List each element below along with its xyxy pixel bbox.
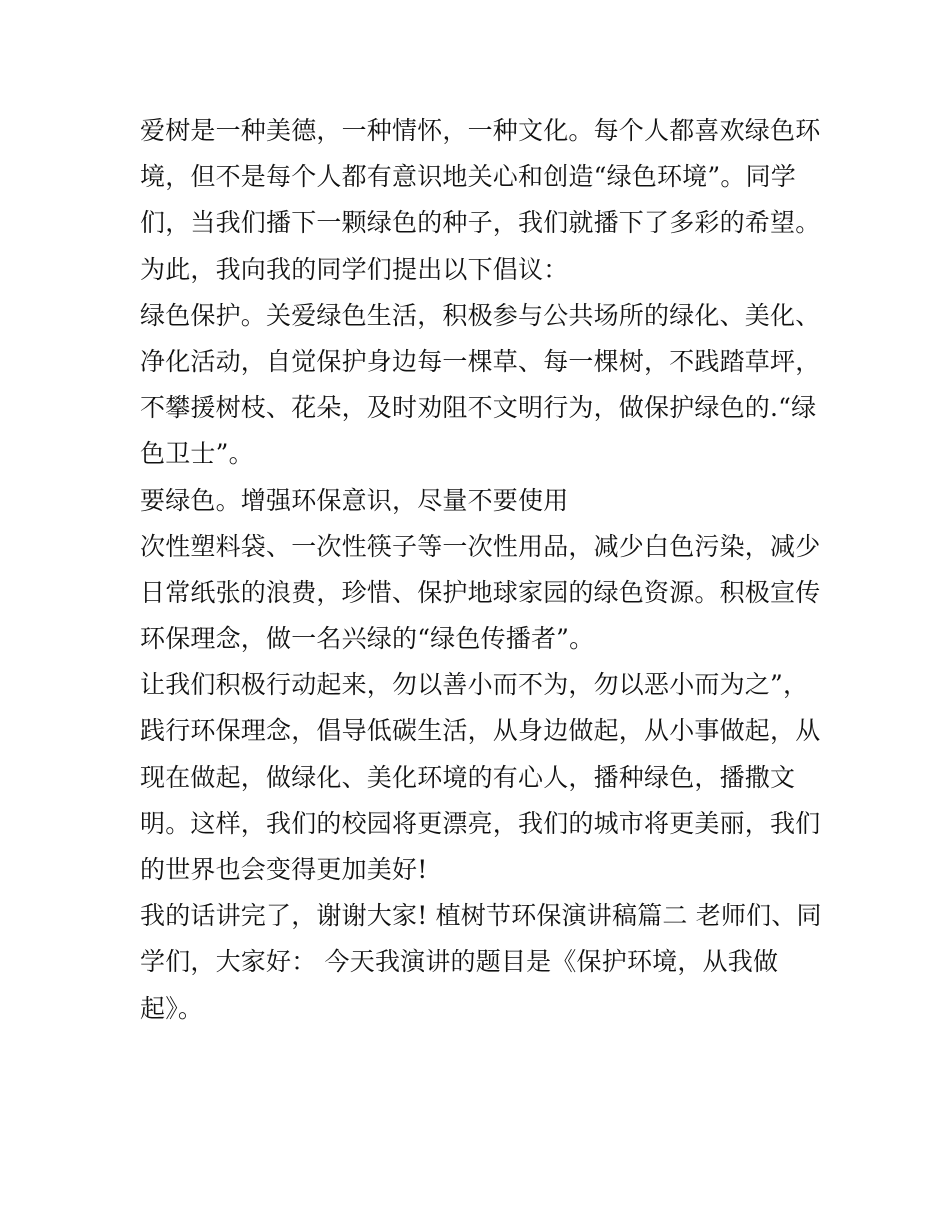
text-line: 色卫士”。 (140, 439, 254, 469)
text-line: 我的话讲完了，谢谢大家! 植树节环保演讲稿篇二 老师们、同 (140, 901, 822, 931)
text-line: 要绿色。增强环保意识，尽量不要使用 (140, 485, 569, 515)
text-line: 绿色保护。关爱绿色生活，积极参与公共场所的绿化、美化、 (140, 300, 821, 330)
text-line: 环保理念，做一名兴绿的“绿色传播者”。 (140, 624, 595, 654)
text-line: 明。这样，我们的校园将更漂亮，我们的城市将更美丽，我们 (140, 808, 821, 838)
document-body (140, 108, 820, 1032)
text-line: 净化活动，自觉保护身边每一棵草、每一棵树，不践踏草坪， (140, 346, 821, 376)
text-line: 的世界也会变得更加美好! (140, 855, 428, 884)
text-line: 让我们积极行动起来，勿以善小而不为，勿以恶小而为之”， (140, 670, 809, 700)
text-line: 为此，我向我的同学们提出以下倡议： (140, 254, 569, 284)
text-line: 现在做起，做绿化、美化环境的有心人，播种绿色，播撒文 (140, 762, 796, 792)
text-line: 境，但不是每个人都有意识地关心和创造“绿色环境”。同学 (140, 162, 796, 192)
text-line: 学们，大家好： 今天我演讲的题目是《保护环境，从我做 (140, 947, 779, 977)
text-line: 日常纸张的浪费，珍惜、保护地球家园的绿色资源。积极宣传 (140, 577, 821, 607)
text-line: 们，当我们播下一颗绿色的种子，我们就播下了多彩的希望。 (140, 208, 821, 238)
text-line: 爱树是一种美德，一种情怀，一种文化。每个人都喜欢绿色环 (140, 116, 821, 145)
text-line: 起》。 (140, 993, 204, 1023)
text-line: 不攀援树枝、花朵，及时劝阻不文明行为，做保护绿色的.“绿 (140, 393, 817, 423)
text-line: 践行环保理念，倡导低碳生活，从身边做起，从小事做起，从 (140, 716, 821, 746)
text-line: 次性塑料袋、一次性筷子等一次性用品，减少白色污染，减少 (140, 531, 821, 561)
